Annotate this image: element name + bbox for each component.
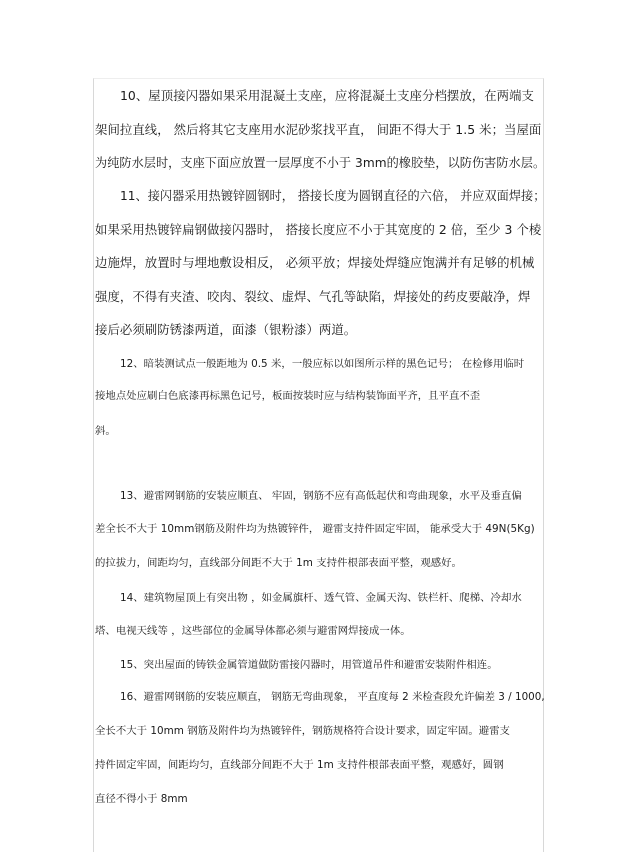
paragraph-15-line-1: 15、突出屋面的铸铁金属管道做防雷接闪器时，用管道吊件和避雷安装附件相连。 [120,659,498,671]
paragraph-14-line-2: 塔、电视天线等 ，这些部位的金属导体都必须与避雷网焊接成一体。 [95,625,411,637]
paragraph-13-line-1: 13、避雷网钢筋的安装应顺直、 牢固，钢筋不应有高低起伏和弯曲现象，水平及垂直偏 [120,490,522,502]
paragraph-13-line-2: 差全长不大于 10mm钢筋及附件均为热镀锌件， 避雷支持件固定牢固， 能承受大于 49N(5Kg) [95,523,535,535]
paragraph-16-line-3: 持件固定牢固，间距均匀，直线部分间距不大于 1m 支持件根部表面平整，观感好，圆钢 [95,759,504,771]
paragraph-16-line-2: 全长不大于 10mm 钢筋及附件均为热镀锌件，钢筋规格符合设计要求，固定牢固。避雷支 [95,725,510,737]
paragraph-16-line-1: 16、避雷网钢筋的安装应顺直， 钢筋无弯曲现象， 平直度每 2 米检查段允许偏差 3 / 1000, [120,691,545,703]
paragraph-12-line-1: 12、暗装测试点一般距地为 0.5 米，一般应标以如图所示样的黑色记号； 在检修用临时 [120,358,525,370]
paragraph-12-line-3: 斜。 [95,425,116,437]
paragraph-11-line-1: 11、接闪器采用热镀锌圆钢时， 搭接长度为圆钢直径的六倍， 并应双面焊接； [120,188,546,203]
paragraph-10-line-1: 10、屋顶接闪器如果采用混凝土支座，应将混凝土支座分档摆放，在两端支 [120,88,534,103]
paragraph-11-line-5: 接后必须刷防锈漆两道，面漆（银粉漆）两道。 [95,322,357,337]
paragraph-16-line-4: 直径不得小于 8mm [95,793,188,805]
paragraph-12-line-2: 接地点处应刷白色底漆再标黑色记号，板面按装时应与结构装饰面平齐，且平直不歪 [95,390,481,402]
paragraph-11-line-4: 强度，不得有夹渣、咬肉、裂纹、虚焊、气孔等缺陷，焊接处的药皮要敲净，焊 [95,289,531,304]
paragraph-11-line-3: 边施焊，放置时与埋地敷设相反， 必须平放；焊接处焊缝应饱满并有足够的机械 [95,255,535,270]
paragraph-14-line-1: 14、建筑物屋顶上有突出物 ，如金属旗杆、透气管、金属天沟、铁栏杆、爬梯、冷却水 [120,592,522,604]
paragraph-11-line-2: 如果采用热镀锌扁钢做接闪器时， 搭接长度应不小于其宽度的 2 倍，至少 3 个棱 [95,222,542,237]
paragraph-13-line-3: 的拉拔力，间距均匀，直线部分间距不大于 1m 支持件根部表面平整，观感好。 [95,557,462,569]
paragraph-10-line-2: 架间拉直线， 然后将其它支座用水泥砂浆找平直， 间距不得大于 1.5 米；当屋面 [95,122,542,137]
paragraph-10-line-3: 为纯防水层时，支座下面应放置一层厚度不小于 3mm的橡胶垫，以防伤害防水层。 [95,155,546,170]
